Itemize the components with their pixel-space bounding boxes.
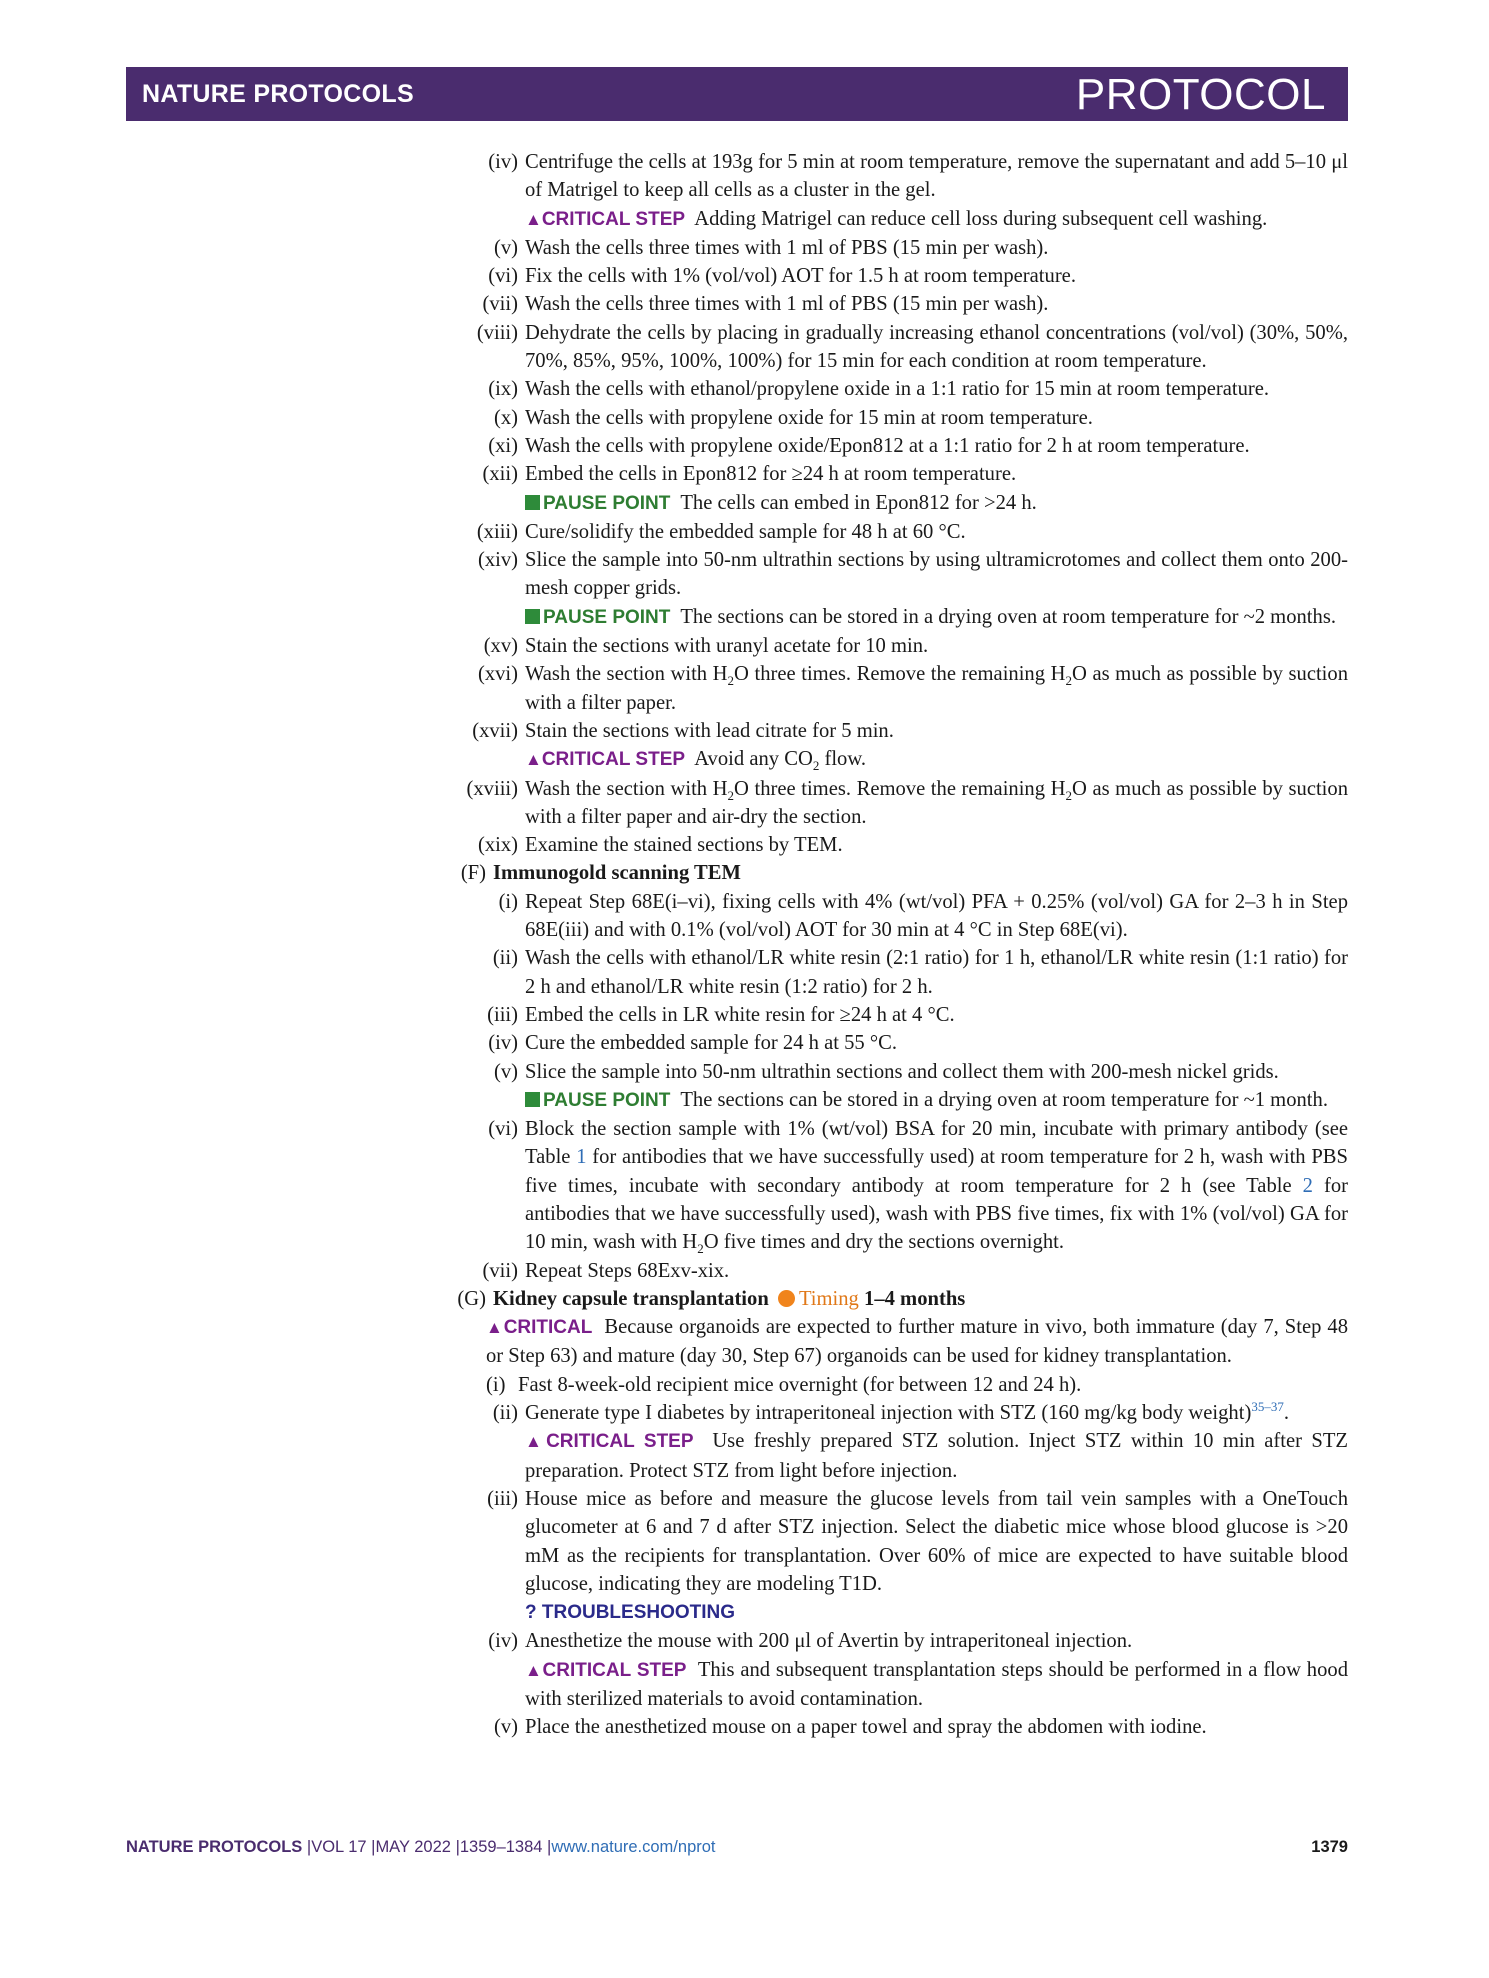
step-e-xii: (xii) Embed the cells in Epon812 for ≥24 h at room temperature. (482, 463, 1017, 486)
page-footer: NATURE PROTOCOLS |VOL 17 |MAY 2022 |1359–1384 |www.nature.com/nprot 1379 (126, 1838, 1348, 1856)
critical-step-note: ▲CRITICAL STEP Adding Matrigel can reduce cell loss during subsequent cell washing. (525, 207, 1268, 230)
pause-point-note: PAUSE POINT The sections can be stored in a drying oven at room temperature for ~2 months. (0, 603, 1348, 632)
pause-square-icon (525, 609, 540, 624)
critical-triangle-icon: ▲ (486, 1318, 504, 1338)
critical-step-note: ▲CRITICAL STEP This and subsequent transplantation steps should be performed in a flow hood with sterilized materials to avoid contamination. (525, 1658, 1348, 1711)
protocol-body (0, 148, 1489, 1742)
step-e-xi: (xi) Wash the cells with propylene oxide/Epon812 at a 1:1 ratio for 2 h at room temperature. (488, 434, 1250, 457)
critical-triangle-icon: ▲ (525, 209, 542, 229)
pause-square-icon (525, 1092, 540, 1107)
journal-name: NATURE PROTOCOLS (142, 80, 414, 108)
step-f-v: (v) Slice the sample into 50-nm ultrathin sections and collect them with 200-mesh nickel grids. (493, 1060, 1279, 1083)
step-e-ix: (ix) Wash the cells with ethanol/propylene oxide in a 1:1 ratio for 15 min at room temperature. (488, 378, 1270, 401)
table-1-link[interactable]: 1 (576, 1146, 587, 1169)
step-g-iv: (iv) Anesthetize the mouse with 200 μl of Avertin by intraperitoneal injection. (488, 1630, 1133, 1653)
step-e-xiv: (xiv) Slice the sample into 50-nm ultrathin sections by using ultramicrotomes and collect them onto 200-mesh copper grids. (477, 549, 1348, 600)
step-g-i: (i) Fast 8-week-old recipient mice overnight (for between 12 and 24 h). (486, 1373, 1082, 1396)
critical-triangle-icon: ▲ (525, 1432, 547, 1452)
footer-journal: NATURE PROTOCOLS (126, 1838, 303, 1856)
step-g-iii: (iii) House mice as before and measure the glucose levels from tail vein samples with a OneTouch glucometer at 6 and 7 d after STZ injection. Select the diabetic mice whose blood glucose is >20 mM as the recipients for transplantation. Over 60% of mice are expected to have suitable blood glucose, indicating they are modeling T1D. (487, 1487, 1348, 1595)
critical-step-note: ▲CRITICAL STEP Use freshly prepared STZ solution. Inject STZ within 10 min after STZ preparation. Protect STZ from light before injection. (525, 1430, 1349, 1482)
timing-dot-icon (778, 1290, 795, 1307)
step-f-ii: (ii) Wash the cells with ethanol/LR white resin (2:1 ratio) for 1 h, ethanol/LR white resin (1:1 ratio) for 2 h and ethanol/LR white resin (1:2 ratio) for 2 h. (492, 947, 1348, 998)
step-e-iv: (iv) Centrifuge the cells at 193g for 5 min at room temperature, remove the supernatant and add 5–10 μl of Matrigel to keep all cells as a cluster in the gel. (488, 151, 1348, 202)
step-e-xviii: (xviii) Wash the section with $H_2O$ three times. Remove the remaining $H_2O$ as much as possible by suction with a filter paper and air-dry the section. (466, 777, 1348, 828)
table-2-link[interactable]: 2 (1302, 1174, 1313, 1197)
step-e-vi: (vi) Fix the cells with 1% (vol/vol) AOT for 1.5 h at room temperature. (488, 265, 1076, 288)
footer-volume: VOL 17 (311, 1838, 367, 1856)
footer-url-link[interactable]: www.nature.com/nprot (551, 1838, 716, 1856)
step-g-v: (v) Place the anesthetized mouse on a paper towel and spray the abdomen with iodine. (493, 1716, 1207, 1739)
step-e-xiii: (xiii) Cure/solidify the embedded sample for 48 h at 60 °C. (476, 520, 966, 543)
section-g-heading: (G) Kidney capsule transplantation Timing 1–4 months (457, 1287, 966, 1310)
step-e-v: (v) Wash the cells three times with 1 ml of PBS (15 min per wash). (493, 236, 1049, 259)
step-e-viii: (viii) Dehydrate the cells by placing in gradually increasing ethanol concentrations (vol/vol) (30%, 50%, 70%, 85%, 95%, 100%, 100%) for 15 min for each condition at room temperature. (476, 321, 1348, 373)
critical-triangle-icon: ▲ (525, 1660, 543, 1680)
step-e-vii: (vii) Wash the cells three times with 1 ml of PBS (15 min per wash). (482, 293, 1049, 316)
journal-banner (126, 67, 1348, 121)
step-f-vii: (vii) Repeat Steps 68Exv-xix. (482, 1259, 730, 1282)
footer-pages: 1359–1384 (459, 1838, 543, 1856)
article-type: PROTOCOL (1075, 70, 1326, 119)
pause-point-note: PAUSE POINT The cells can embed in Epon812 for >24 h. (0, 489, 1348, 518)
step-f-i: (i) Repeat Step 68E(i–vi), fixing cells with 4% (wt/vol) PFA + 0.25% (vol/vol) GA for 2–3 h in Step 68E(iii) and with 0.1% (vol/vol) AOT for 30 min at 4 °C in Step 68E(vi). (498, 890, 1348, 942)
step-e-xvii: (xvii) Stain the sections with lead citrate for 5 min. (472, 719, 894, 742)
troubleshooting-note: ? TROUBLESHOOTING (525, 1602, 736, 1624)
step-e-xvi: (xvi) Wash the section with $H_2O$ three times. Remove the remaining $H_2O$ as much as possible by suction with a filter paper. (477, 663, 1348, 714)
step-f-iv: (iv) Cure the embedded sample for 24 h at 55 °C. (488, 1032, 897, 1055)
critical-step-note: ▲CRITICAL STEP Avoid any $CO_2$ flow. (525, 748, 867, 774)
pause-square-icon (525, 495, 540, 510)
step-e-xix: (xix) Examine the stained sections by TEM. (477, 834, 843, 857)
step-g-ii: (ii) Generate type I diabetes by intraperitoneal injection with STZ (160 mg/kg body weight)$^{35-37}$. (492, 1399, 1289, 1425)
footer-month: MAY 2022 (375, 1838, 451, 1856)
section-f-heading: (F) Immunogold scanning TEM (460, 862, 741, 885)
critical-note: ▲CRITICAL Because organoids are expected to further mature in vivo, both immature (day 7, Step 48 or Step 63) and mature (day 30, Step 67) organoids can be used for kidney transplantation. (486, 1316, 1348, 1368)
step-f-vi: (vi) Block the section sample with 1% (wt/vol) BSA for 20 min, incubate with primary antibody (see Table 1 for antibodies that we have successfully used) at room temperature for 2 h, wash with PBS five times, incubate with secondary antibody at room temperature for 2 h (see Table 2 for antibodies that we have successfully used), wash with PBS five times, fix with 1% (vol/vol) GA for 10 min, wash with $H_2O$ five times and dry the sections overnight. (488, 1118, 1348, 1257)
step-e-xv: (xv) Stain the sections with uranyl acetate for 10 min. (483, 635, 929, 658)
page-number: 1379 (1311, 1838, 1348, 1856)
step-e-x: (x) Wash the cells with propylene oxide for 15 min at room temperature. (493, 406, 1093, 429)
step-f-iii: (iii) Embed the cells in LR white resin for ≥24 h at 4 °C. (487, 1003, 955, 1026)
citation-link[interactable]: 35–37 (1251, 1399, 1284, 1415)
critical-triangle-icon: ▲ (525, 750, 542, 770)
pause-point-note: PAUSE POINT The sections can be stored in a drying oven at room temperature for ~1 month. (0, 1086, 1348, 1115)
